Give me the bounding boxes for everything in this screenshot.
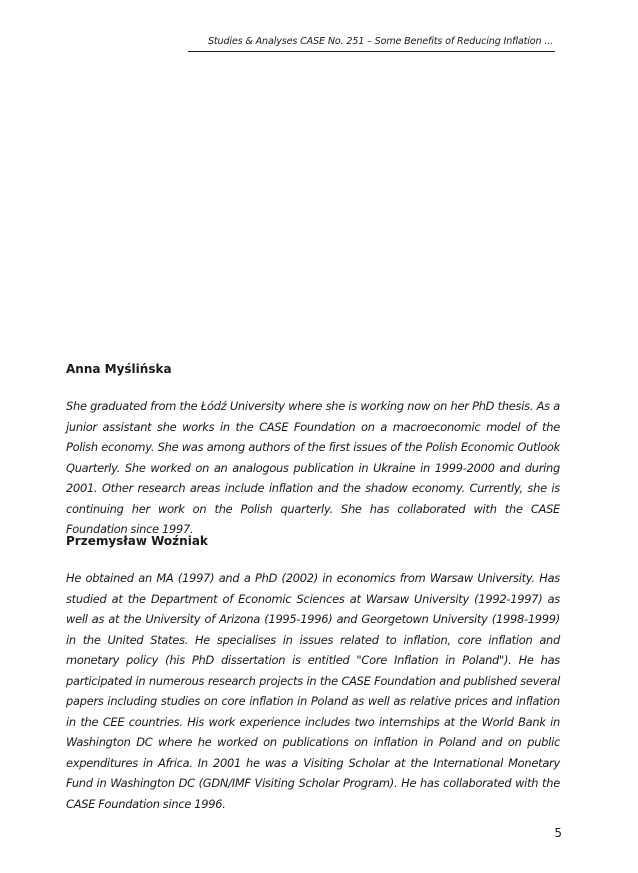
bio-anna-myslinska [66, 361, 560, 540]
bio-text: She graduated from the Łódź University where she is working now on her PhD thesis. As a junior assistant she works in the CASE Foundation on a macroeconomic model of the Polish economy. She was among authors of the first issues of the Polish Economic Outlook Quarterly. She worked on an analogous publication in Ukraine in 1999-2000 and during 2001. Other research areas include inflation and the shadow economy. Currently, she is continuing her work on the Polish quarterly. She has collaborated with the CASE Foundation since 1997. [66, 399, 560, 536]
bio-name: Przemysław Woźniak [66, 534, 208, 548]
bio-text: He obtained an MA (1997) and a PhD (2002) in economics from Warsaw University. Has studied at the Department of Economic Sciences at Warsaw University (1992-1997) as well as at the University of Arizona (1995-1996) and Georgetown University (1998-1999) in the United States. He specialises in issues related to inflation, core inflation and monetary policy (his PhD dissertation is entitled "Core Inflation in Poland"). He has participated in numerous research projects in the CASE Foundation and published several papers including studies on core inflation in Poland as well as relative prices and inflation in the CEE countries. His work experience includes two internships at the World Bank in Washington DC where he worked on publications on inflation in Poland and on public expenditures in Africa. In 2001 he was a Visiting Scholar at the International Monetary Fund in Washington DC (GDN/IMF Visiting Scholar Program). He has collaborated with the CASE Foundation since 1996. [66, 571, 560, 811]
header-rule [188, 51, 555, 52]
running-header: Studies & Analyses CASE No. 251 – Some Benefits of Reducing Inflation ... [207, 36, 553, 47]
bio-przemyslaw-wozniak [66, 533, 560, 814]
bio-name: Anna Myślińska [66, 362, 172, 376]
page-number: 5 [554, 826, 562, 840]
